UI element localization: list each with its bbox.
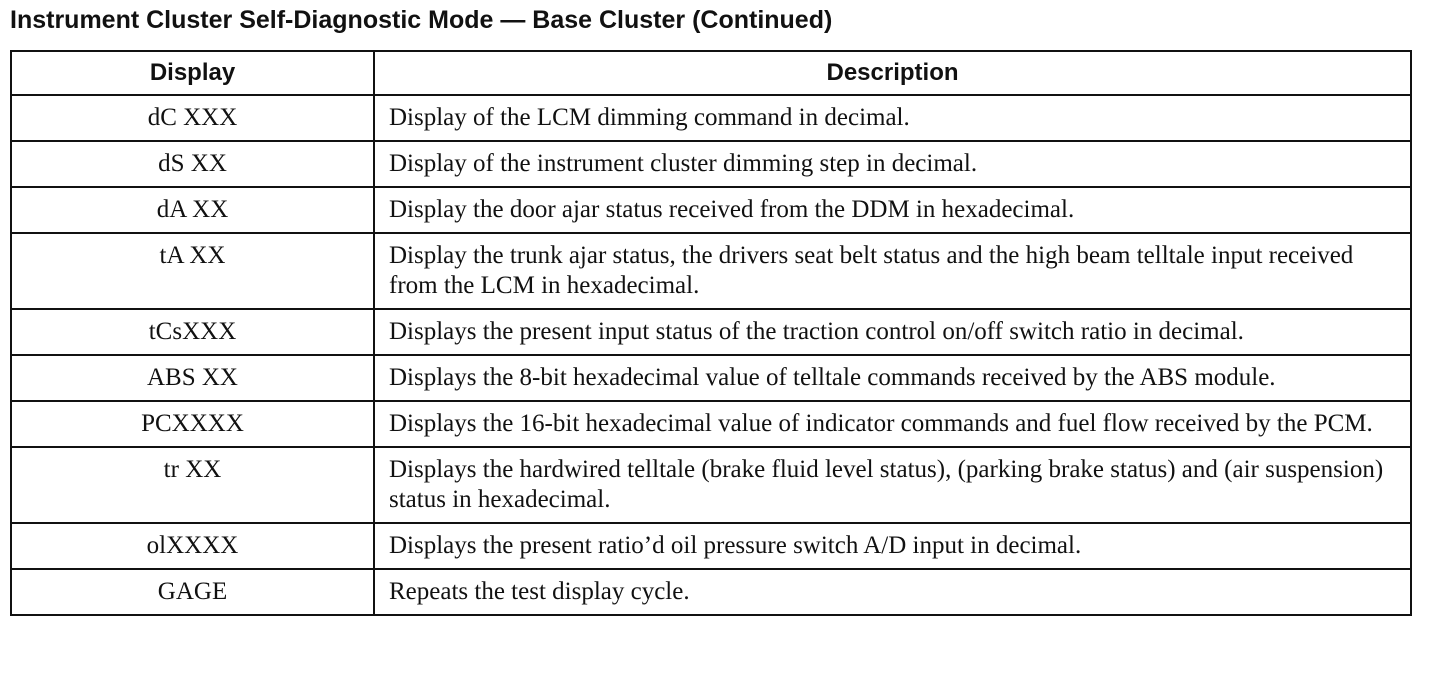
- table-row: [11, 355, 1411, 401]
- table-header-row: [11, 51, 1411, 95]
- display-code-cell: tCsXXX: [11, 309, 374, 355]
- page-title: Instrument Cluster Self-Diagnostic Mode — Base Cluster (Continued): [10, 6, 833, 34]
- description-cell: Displays the present input status of the traction control on/off switch ratio in decimal.: [374, 309, 1411, 355]
- table-row: [11, 401, 1411, 447]
- table-row: [11, 447, 1411, 523]
- display-code-cell: tr XX: [11, 447, 374, 523]
- table-row: [11, 523, 1411, 569]
- table-row: [11, 569, 1411, 615]
- table-row: [11, 187, 1411, 233]
- table-row: [11, 309, 1411, 355]
- display-code-cell: olXXXX: [11, 523, 374, 569]
- display-code-cell: ABS XX: [11, 355, 374, 401]
- description-cell: Displays the 16-bit hexadecimal value of indicator commands and fuel flow received by the PCM.: [374, 401, 1411, 447]
- description-cell: Displays the present ratio’d oil pressure switch A/D input in decimal.: [374, 523, 1411, 569]
- description-cell: Display the trunk ajar status, the drivers seat belt status and the high beam telltale input received from the LCM in hexadecimal.: [374, 233, 1411, 309]
- description-cell: Displays the 8-bit hexadecimal value of telltale commands received by the ABS module.: [374, 355, 1411, 401]
- description-cell: Display the door ajar status received from the DDM in hexadecimal.: [374, 187, 1411, 233]
- table-row: [11, 233, 1411, 309]
- table-row: [11, 95, 1411, 141]
- display-code-cell: tA XX: [11, 233, 374, 309]
- description-cell: Repeats the test display cycle.: [374, 569, 1411, 615]
- display-code-cell: GAGE: [11, 569, 374, 615]
- column-header-description: Description: [374, 51, 1411, 95]
- description-cell: Display of the LCM dimming command in decimal.: [374, 95, 1411, 141]
- diagnostic-table: [10, 50, 1412, 616]
- description-cell: Displays the hardwired telltale (brake fluid level status), (parking brake status) and (air suspension) status in hexadecimal.: [374, 447, 1411, 523]
- display-code-cell: dC XXX: [11, 95, 374, 141]
- table-row: [11, 141, 1411, 187]
- display-code-cell: dS XX: [11, 141, 374, 187]
- display-code-cell: dA XX: [11, 187, 374, 233]
- description-cell: Display of the instrument cluster dimming step in decimal.: [374, 141, 1411, 187]
- column-header-display: Display: [11, 51, 374, 95]
- display-code-cell: PCXXXX: [11, 401, 374, 447]
